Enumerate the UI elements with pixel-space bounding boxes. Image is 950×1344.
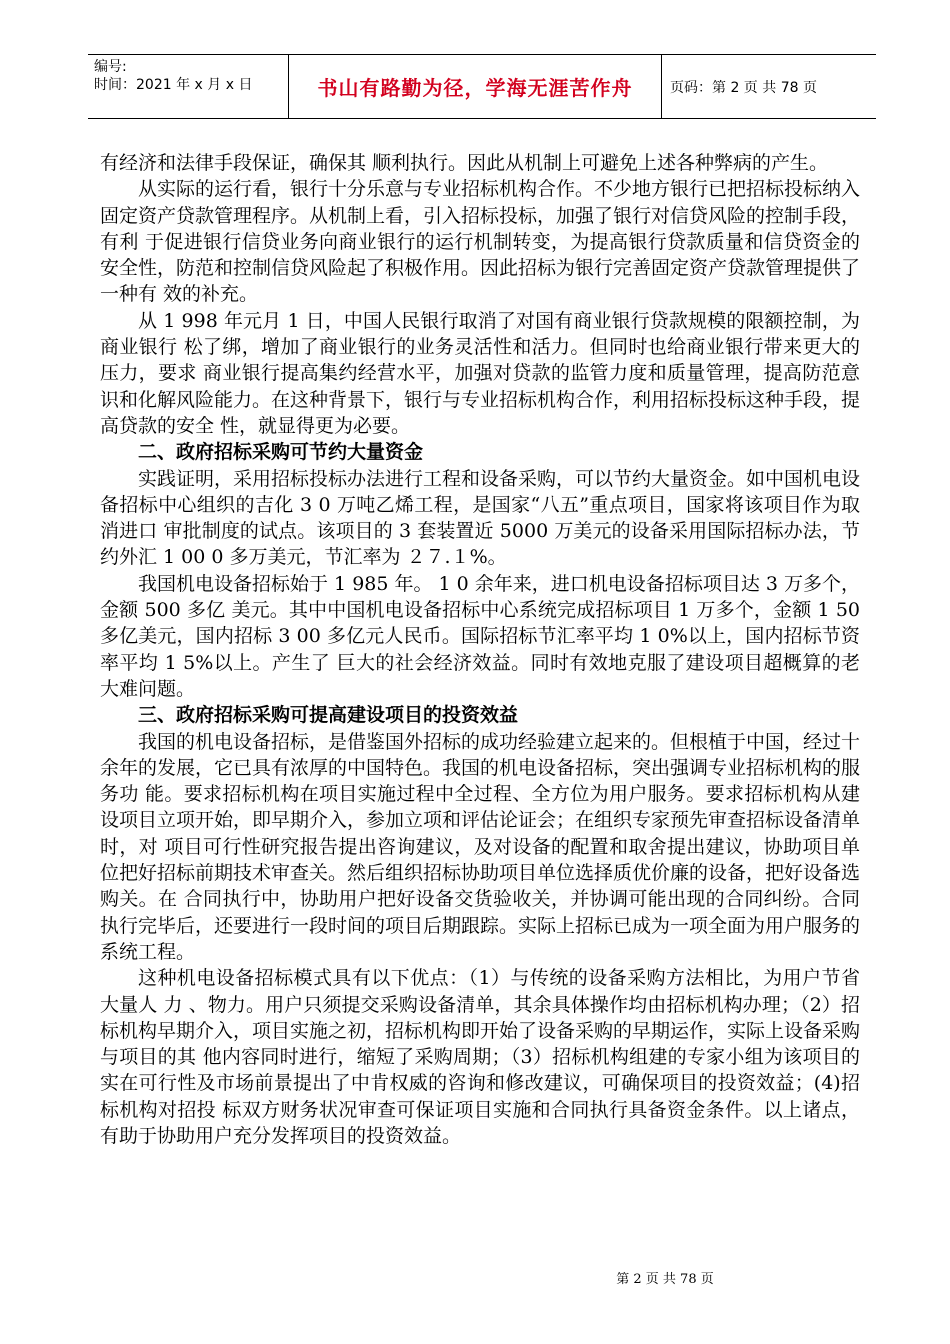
- paragraph: 我国的机电设备招标，是借鉴国外招标的成功经验建立起来的。但根植于中国，经过十余年的发展，它已具有浓厚的中国特色。我国的机电设备招标，突出强调专业招标机构的服务功 能。要求招标机构在项目实施过程中全过程、全方位为用户服务。要求招标机构从建设项目立项开始，即早期介入，参加立项和评估论证会；在组织专家预先审查招标设备清单时，对 项目可行性研究报告提出咨询建议，及对设备的配置和取舍提出建议，协助项目单位把好招标前期技术审查关。然后组织招标协助项目单位选择质优价廉的设备，把好设备选购关。在 合同执行中，协助用户把好设备交货验收关，并协调可能出现的合同纠纷。合同执行完毕后，还要进行一段时间的项目后期跟踪。实际上招标已成为一项全面为用户服务的系统工程。: [100, 730, 861, 963]
- paragraph: 有经济和法律手段保证，确保其 顺利执行。因此从机制上可避免上述各种弊病的产生。: [100, 152, 829, 174]
- page-header: [88, 54, 876, 119]
- document-body: [100, 150, 860, 1149]
- paragraph: 这种机电设备招标模式具有以下优点：（1）与传统的设备采购方法相比，为用户节省大量人 力 、物力。用户只须提交采购设备清单，其余具体操作均由招标机构办理；（2）招标机构早期介入，项目实施之初，招标机构即开始了设备采购的早期运作，实际上设备采购与项目的其 他内容同时进行，缩短了采购周期；（3）招标机构组建的专家小组为该项目的实在可行性及市场前景提出了中肯权威的咨询和修改建议，可确保项目的投资效益；(4)招标机构对招投 标双方财务状况审查可保证项目实施和合同执行具备资金条件。以上诸点，有助于协助用户充分发挥项目的投资效益。: [100, 967, 861, 1147]
- paragraph: 从实际的运行看，银行十分乐意与专业招标机构合作。不少地方银行已把招标投标纳入固定资产贷款管理程序。从机制上看，引入招标投标，加强了银行对信贷风险的控制手段，有利 于促进银行信贷业务向商业银行的运行机制转变，为提高银行贷款质量和信贷资金的安全性，防范和控制信贷风险起了积极作用。因此招标为银行完善固定资产贷款管理提供了一种有 效的补充。: [100, 178, 861, 306]
- document-number-label: 编号:: [94, 59, 127, 75]
- paragraph: 从 1 998 年元月 1 日，中国人民银行取消了对国有商业银行贷款规模的限额控制，为商业银行 松了绑，增加了商业银行的业务灵活性和活力。但同时也给商业银行带来更大的压力，要求 商业银行提高集约经营水平，加强对贷款的监管力度和质量管理，提高防范意识和化解风险能力。在这种背景下，银行与专业招标机构合作，利用招标投标这种手段，提高贷款的安全 性，就显得更为必要。: [100, 309, 861, 437]
- section-heading: 二、政府招标采购可节约大量资金: [138, 441, 424, 464]
- header-page-info: 页码：第 2 页 共 78 页: [670, 79, 817, 96]
- header-slogan: 书山有路勤为径，学海无涯苦作舟: [288, 55, 662, 118]
- document-time: 时间：2021 年 x 月 x 日: [94, 77, 253, 93]
- paragraph: 实践证明，采用招标投标办法进行工程和设备采购，可以节约大量资金。如中国机电设备招标中心组织的吉化 3 0 万吨乙烯工程，是国家“八五”重点项目，国家将该项目作为取消进口 审批制度的试点。该项目的 3 套装置近 5000 万美元的设备采用国际招标办法，节约外汇 1 00 0 多万美元，节汇率为 ２７.１%。: [100, 467, 861, 569]
- section-heading: 三、政府招标采购可提高建设项目的投资效益: [138, 704, 519, 727]
- paragraph: 我国机电设备招标始于 1 985 年。 1 0 余年来，进口机电设备招标项目达 3 万多个，金额 500 多亿 美元。其中中国机电设备招标中心系统完成招标项目 1 万多个，金额 1 50 多亿美元，国内招标 3 00 多亿元人民币。国际招标节汇率平均 1 0%以上，国内招标节资率平均 1 5%以上。产生了 巨大的社会经济效益。同时有效地克服了建设项目超概算的老大难问题。: [100, 572, 860, 700]
- header-meta: [88, 55, 288, 118]
- page-footer: 第 2 页 共 78 页: [616, 1272, 714, 1287]
